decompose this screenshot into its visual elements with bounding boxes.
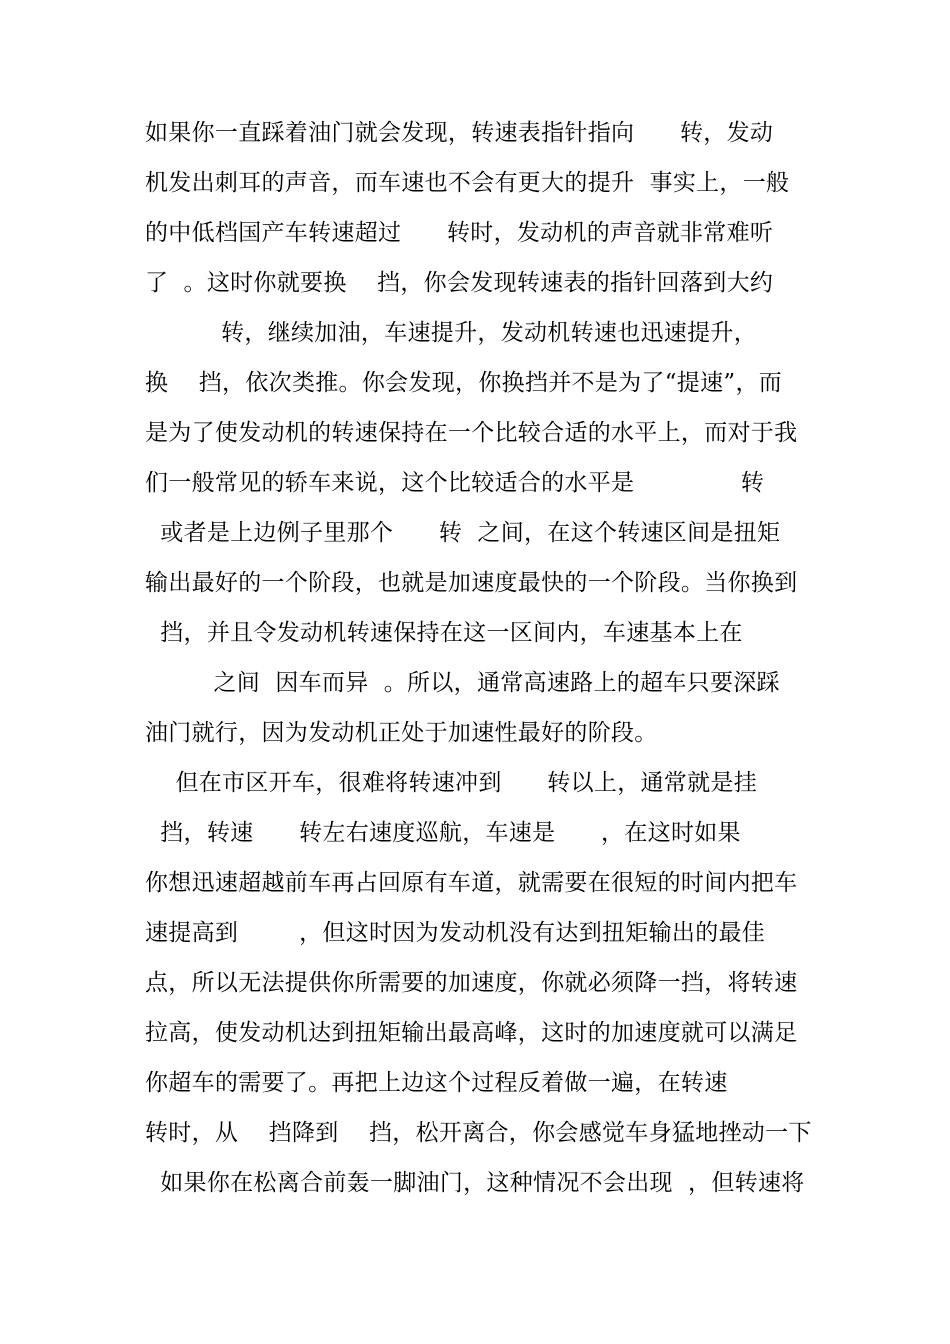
text-line: 输出最好的一个阶段，也就是加速度最快的一个阶段。当你换到	[145, 570, 798, 596]
text-line: 但在市区开车，很难将转速冲到 转以上，通常就是挂	[145, 770, 758, 796]
text-line: 点，所以无法提供你所需要的加速度，你就必须降一挡，将转速	[145, 970, 798, 996]
text-line: 如果你在松离合前轰一脚油门，这种情况不会出现 ，但转速将	[145, 1170, 805, 1196]
text-line: 了 。这时你就要换 挡，你会发现转速表的指针回落到大约	[145, 270, 774, 296]
text-line: 你超车的需要了。再把上边这个过程反着做一遍，在转速	[145, 1070, 728, 1096]
text-line: 之间 因车而异 。所以，通常高速路上的超车只要深踩	[145, 670, 780, 696]
text-line: 速提高到 ，但这时因为发动机没有达到扭矩输出的最佳	[145, 920, 766, 946]
text-line: 油门就行，因为发动机正处于加速性最好的阶段。	[145, 720, 658, 746]
text-line: 的中低档国产车转速超过 转时，发动机的声音就非常难听	[145, 220, 774, 246]
text-line: 或者是上边例子里那个 转 之间，在这个转速区间是扭矩	[145, 520, 781, 546]
text-line: 转，继续加油，车速提升，发动机转速也迅速提升，	[145, 320, 758, 346]
text-line: 你想迅速超越前车再占回原有车道，就需要在很短的时间内把车	[145, 870, 798, 896]
text-line: 换 挡，依次类推。你会发现，你换挡并不是为了“提速”，而	[145, 370, 783, 396]
text-line: 拉高，使发动机达到扭矩输出最高峰，这时的加速度就可以满足	[145, 1020, 798, 1046]
text-line: 是为了使发动机的转速保持在一个比较合适的水平上，而对于我	[145, 420, 798, 446]
text-line: 转时，从 挡降到 挡，松开离合，你会感觉车身猛地挫动一下	[145, 1120, 812, 1146]
text-line: 机发出刺耳的声音，而车速也不会有更大的提升 事实上，一般	[145, 170, 790, 196]
text-line: 们一般常见的轿车来说，这个比较适合的水平是 转	[145, 470, 765, 496]
text-line: 如果你一直踩着油门就会发现，转速表指针指向 转，发动	[145, 120, 774, 146]
text-line: 挡，转速 转左右速度巡航，车速是 ，在这时如果	[145, 820, 741, 846]
text-line: 挡，并且令发动机转速保持在这一区间内，车速基本上在	[145, 620, 743, 646]
